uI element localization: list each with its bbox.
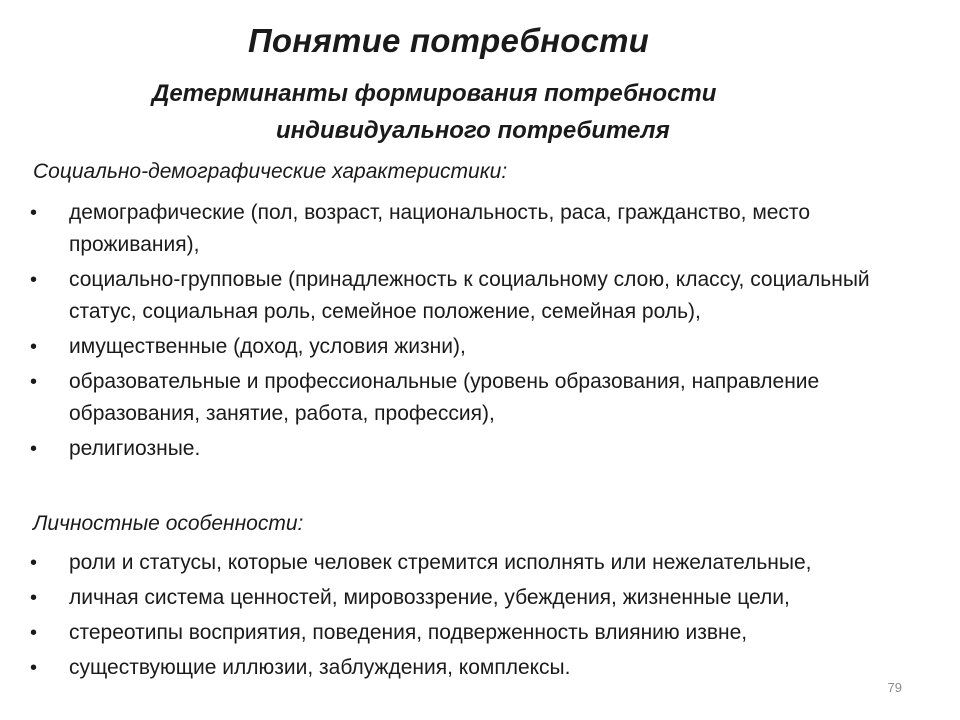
list-item-text: личная система ценностей, мировоззрение, убеждения, жизненные цели, bbox=[69, 586, 790, 609]
personal-traits-list bbox=[0, 547, 929, 687]
bullet-icon: • bbox=[30, 336, 38, 358]
list-item bbox=[0, 582, 929, 614]
bullet-icon: • bbox=[30, 587, 38, 609]
section-heading-personal-traits: Личностные особенности: bbox=[33, 512, 304, 535]
list-item bbox=[0, 617, 929, 649]
bullet-icon: • bbox=[30, 371, 38, 393]
slide-subtitle-line-1: Детерминанты формирования потребности bbox=[152, 80, 717, 107]
bullet-icon: • bbox=[30, 622, 38, 644]
list-item bbox=[0, 547, 929, 579]
list-item bbox=[0, 331, 929, 363]
bullet-icon: • bbox=[30, 657, 38, 679]
bullet-icon: • bbox=[30, 438, 38, 460]
list-item-text: образовательные и профессиональные (уровень образования, направление образования, занятие, работа, профессия), bbox=[69, 370, 820, 425]
list-item-text: имущественные (доход, условия жизни), bbox=[69, 335, 466, 358]
list-item bbox=[0, 264, 929, 328]
list-item bbox=[0, 366, 929, 430]
list-item-text: стереотипы восприятия, поведения, подверженность влиянию извне, bbox=[69, 621, 748, 644]
list-item bbox=[0, 652, 929, 684]
bullet-icon: • bbox=[30, 202, 38, 224]
slide-title: Понятие потребности bbox=[248, 22, 650, 59]
list-item-text: существующие иллюзии, заблуждения, комплексы. bbox=[69, 656, 571, 679]
slide-subtitle-line-2: индивидуального потребителя bbox=[276, 117, 670, 144]
bullet-icon: • bbox=[30, 269, 38, 291]
list-item-text: религиозные. bbox=[69, 437, 201, 460]
list-item-text: роли и статусы, которые человек стремится исполнять или нежелательные, bbox=[69, 551, 812, 574]
socio-demographic-list bbox=[0, 197, 929, 468]
bullet-icon: • bbox=[30, 552, 38, 574]
list-item bbox=[0, 197, 929, 261]
list-item bbox=[0, 433, 929, 465]
section-heading-socio-demographic: Социально-демографические характеристики: bbox=[33, 160, 508, 183]
list-item-text: демографические (пол, возраст, национальность, раса, гражданство, место проживания), bbox=[69, 201, 810, 256]
page-number: 79 bbox=[887, 680, 902, 695]
list-item-text: социально-групповые (принадлежность к социальному слою, классу, социальный статус, социальная роль, семейное положение, семейная роль), bbox=[69, 268, 870, 323]
